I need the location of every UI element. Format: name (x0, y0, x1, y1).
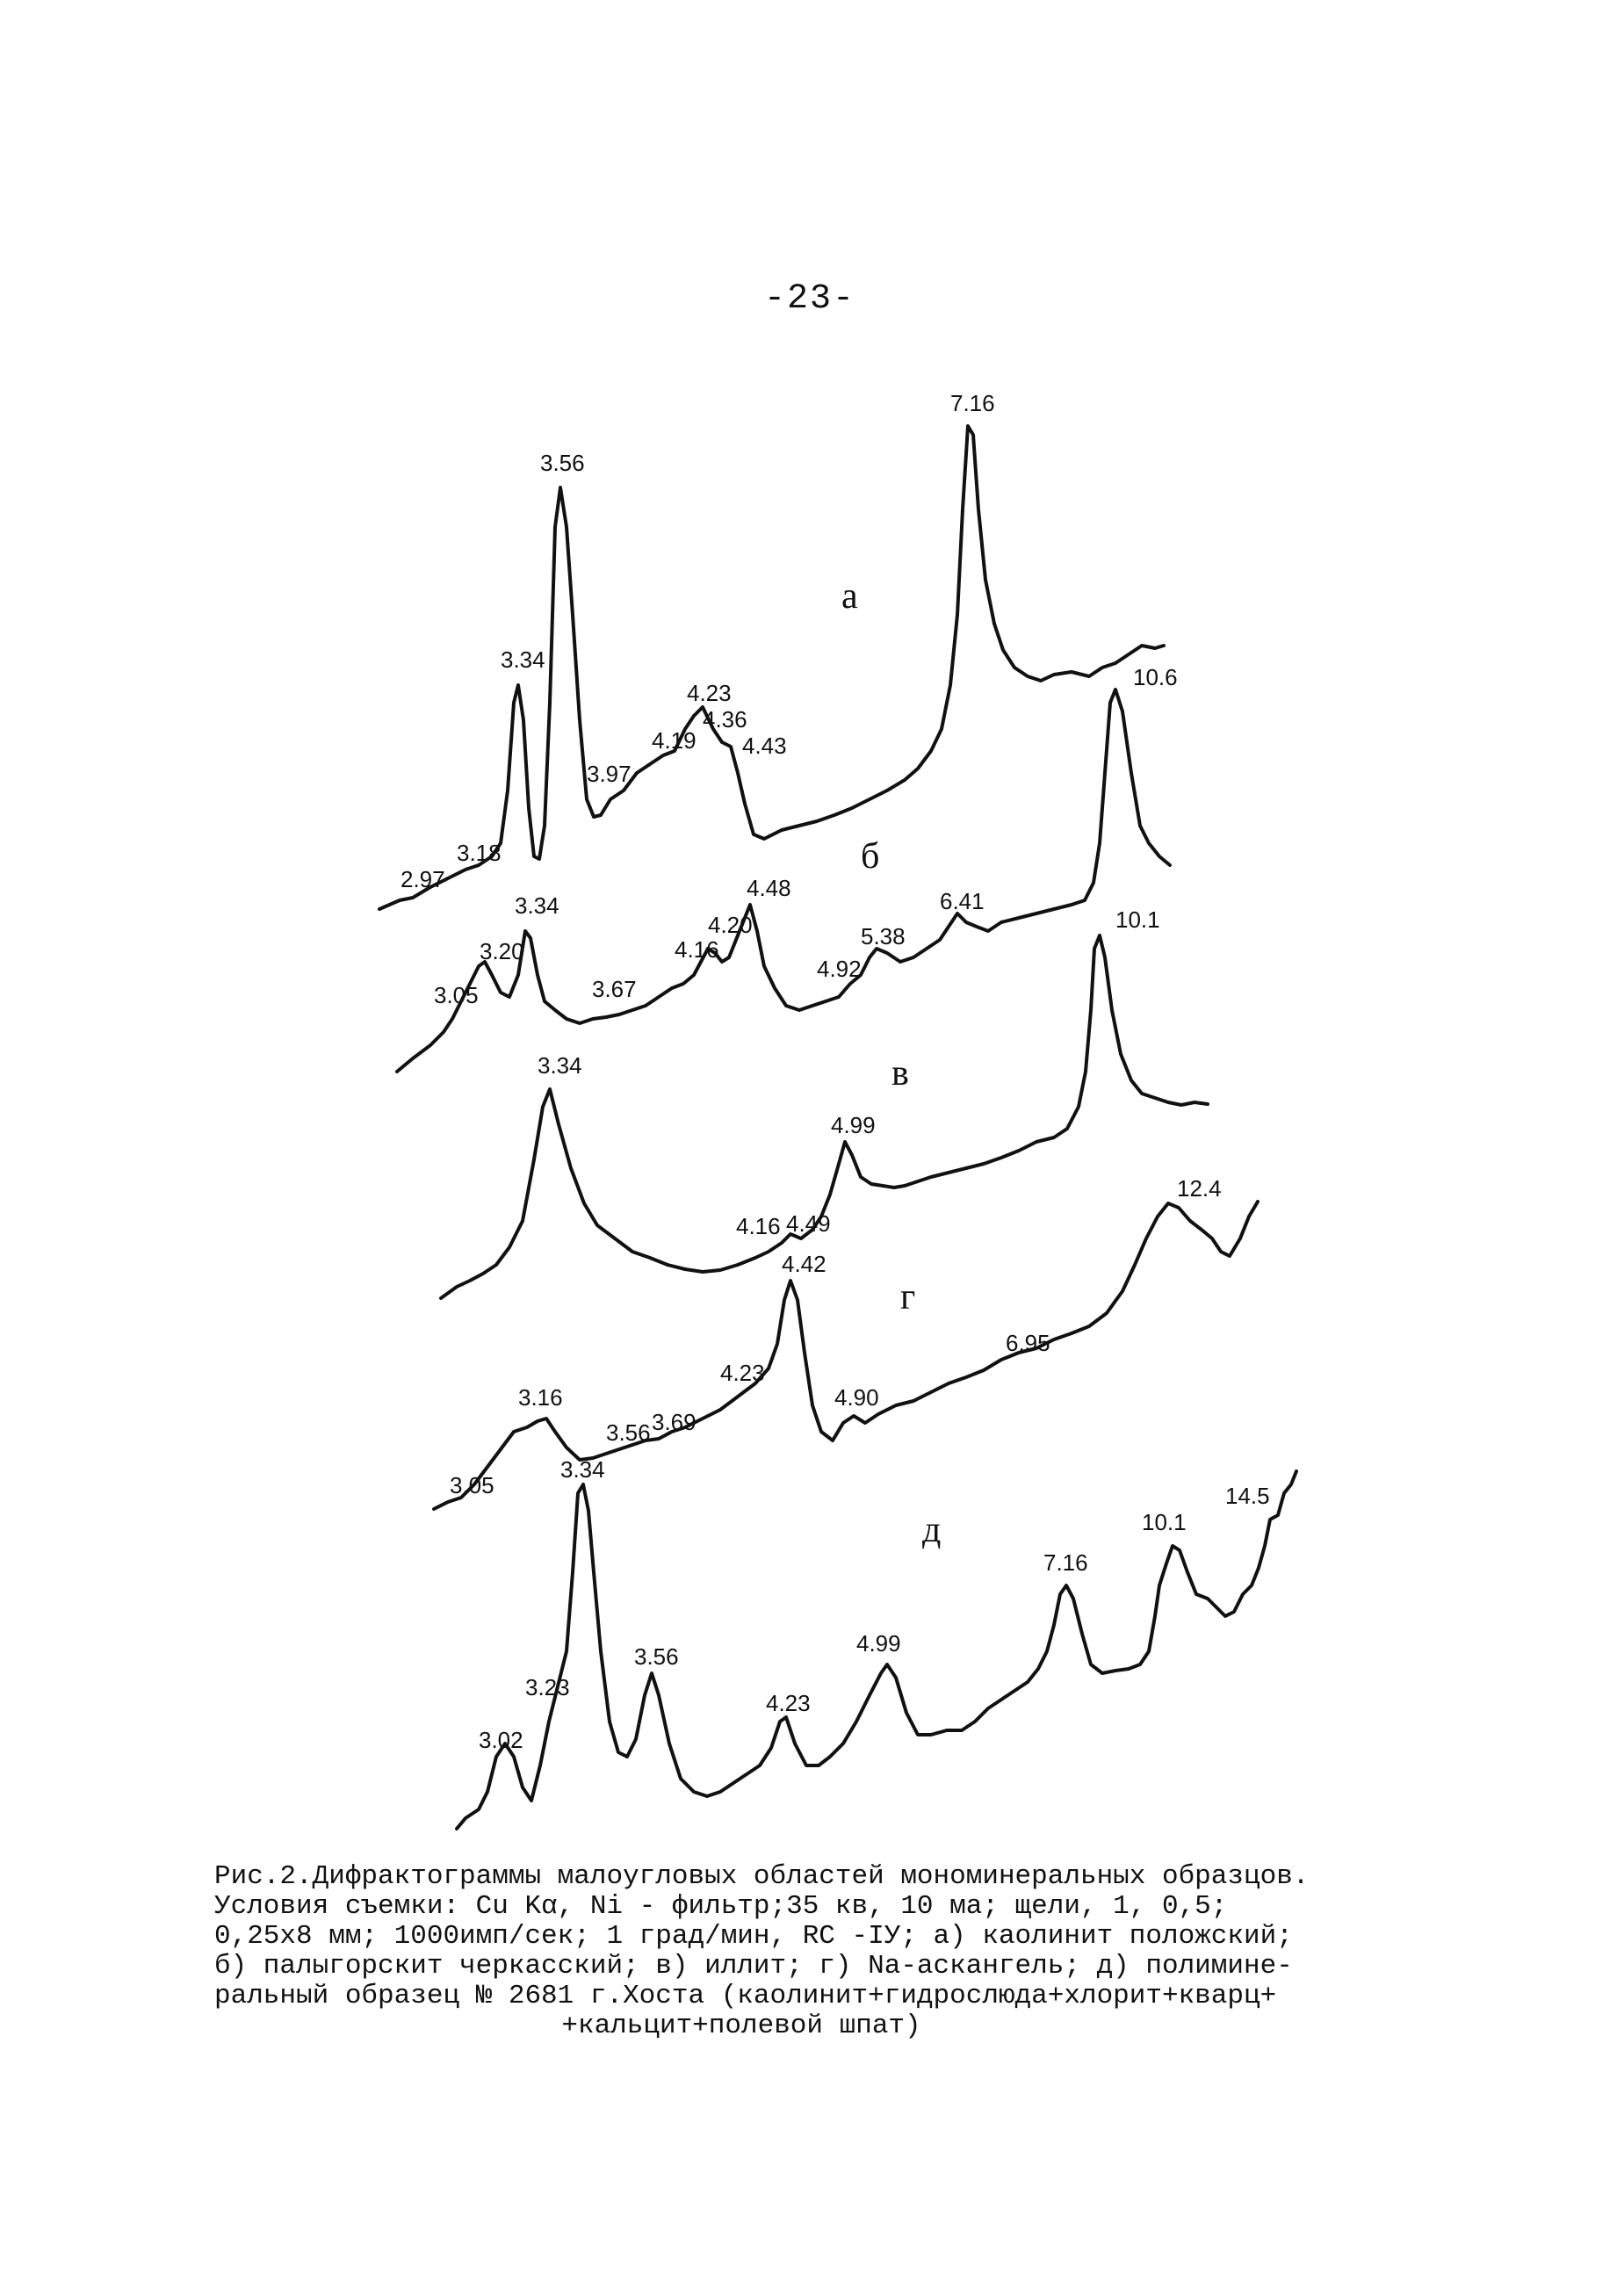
peak-label: 3.23 (525, 1674, 570, 1700)
peak-label: 4.23 (687, 680, 732, 706)
peak-label: 3.56 (606, 1419, 651, 1446)
peak-label: 10.6 (1133, 664, 1178, 690)
peak-label: 3.20 (480, 938, 524, 964)
peak-label: 4.90 (834, 1384, 879, 1411)
panel-letter-v: в (891, 1053, 909, 1094)
peak-label: 3.34 (538, 1052, 582, 1079)
diffractogram-curve-g (434, 1202, 1258, 1509)
peak-label: 3.16 (518, 1384, 563, 1411)
peak-label: 6.95 (1006, 1330, 1050, 1356)
panel-letter-b: б (861, 836, 880, 877)
peak-label: 10.1 (1115, 906, 1160, 933)
caption-line: Условия съемки: Cu Kα, Ni - фильтр;35 кв, 10 ма; щели, 1, 0,5; (214, 1891, 1228, 1922)
peak-label: 4.92 (817, 956, 862, 982)
peak-label: 4.23 (720, 1360, 765, 1386)
panel-letter-a: а (841, 576, 858, 617)
diffractogram-curve-v (441, 935, 1208, 1298)
peak-label: 3.56 (540, 450, 585, 476)
peak-label: 3.02 (479, 1727, 523, 1753)
page-number: -23- (764, 279, 856, 319)
peak-label: 14.5 (1225, 1483, 1270, 1509)
caption-line: 0,25х8 мм; 1000имп/сек; 1 град/мин, RC -IУ; а) каолинит положский; (214, 1921, 1293, 1952)
peak-label: 4.43 (742, 733, 787, 759)
peak-label: 3.18 (457, 840, 502, 866)
caption-line: ральный образец № 2681 г.Хоста (каолинит+гидрослюда+хлорит+кварц+ (214, 1981, 1277, 2011)
caption-line: б) палыгорскит черкасский; в) иллит; г) Na-аскангель; д) полимине- (214, 1951, 1293, 1982)
peak-label: 4.23 (766, 1690, 811, 1716)
panel-letter-g: г (900, 1277, 916, 1318)
peak-label: 3.05 (434, 982, 479, 1008)
peak-label: 4.42 (782, 1251, 826, 1277)
caption-line: +кальцит+полевой шпат) (561, 2011, 921, 2041)
peak-label: 3.67 (592, 976, 637, 1002)
peak-label: 3.34 (515, 892, 559, 919)
peak-label: 4.19 (652, 727, 697, 754)
peak-label: 4.16 (675, 936, 719, 963)
peak-label: 3.97 (587, 761, 632, 787)
peak-label: 12.4 (1177, 1175, 1222, 1202)
peak-label: 2.97 (401, 866, 445, 892)
peak-label: 4.49 (786, 1210, 831, 1237)
caption-line-title: Рис.2.Дифрактограммы малоугловых областей мономинеральных образцов. (214, 1861, 1310, 1892)
peak-label: 6.41 (940, 888, 985, 914)
peak-label: 3.69 (652, 1409, 697, 1435)
peak-label: 4.36 (703, 706, 747, 733)
peak-label: 4.99 (856, 1630, 901, 1657)
peak-label: 3.34 (501, 646, 545, 673)
peak-label: 4.48 (747, 875, 791, 901)
peak-label: 3.56 (634, 1643, 679, 1670)
peak-label: 4.99 (831, 1112, 876, 1138)
peak-label: 4.20 (708, 912, 753, 938)
figure-caption (214, 1862, 1479, 2041)
peak-label: 7.16 (950, 390, 995, 416)
peak-label: 7.16 (1043, 1549, 1088, 1576)
peak-label: 5.38 (861, 923, 906, 949)
peak-label: 4.16 (736, 1213, 781, 1239)
diffractogram-curve-a (379, 426, 1164, 909)
panel-letter-d: д (922, 1510, 942, 1550)
peak-label: 10.1 (1142, 1509, 1187, 1535)
peak-label: 3.34 (560, 1456, 605, 1483)
peak-label: 3.05 (450, 1472, 494, 1498)
